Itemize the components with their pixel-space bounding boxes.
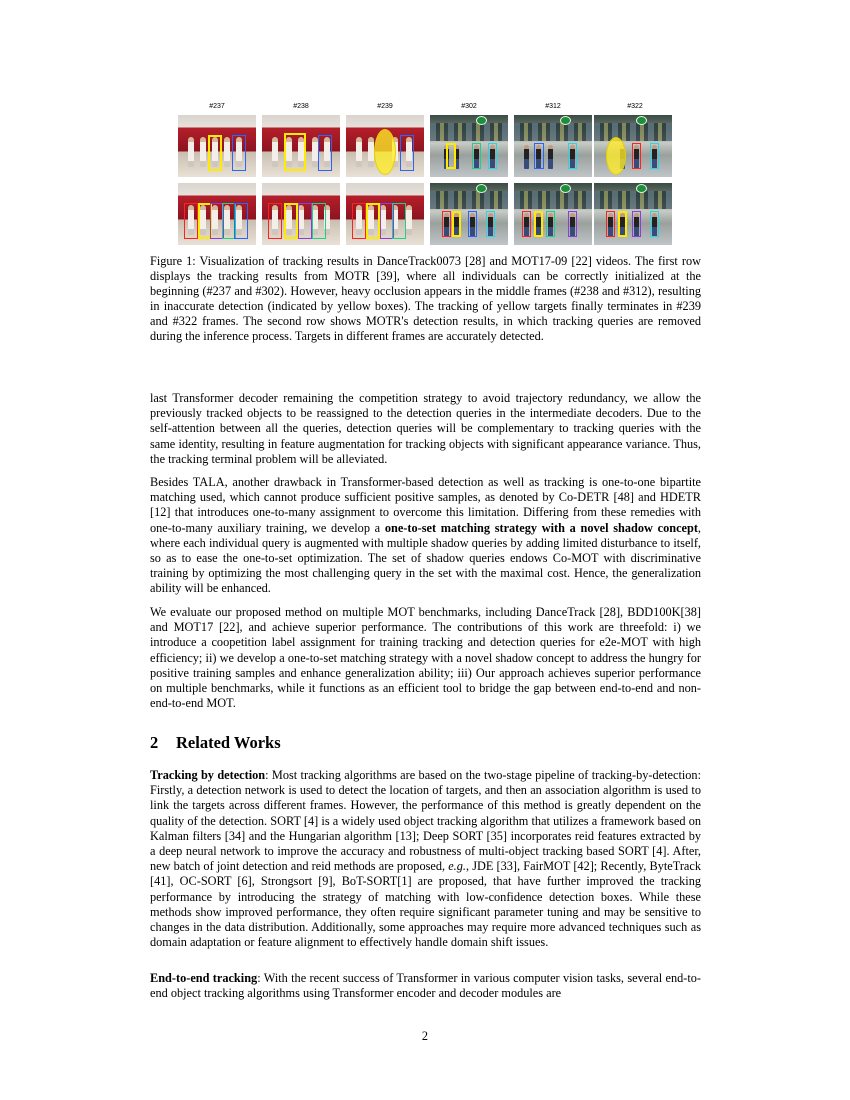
page-number: 2 (421, 1029, 429, 1043)
body-paragraph (150, 475, 701, 597)
frame-label: #237 (209, 103, 225, 110)
frame-label: #302 (461, 103, 477, 110)
figure-frame-image (262, 183, 340, 245)
paragraph-heading: Tracking by detection (150, 768, 266, 782)
figure-frame-image (178, 115, 256, 177)
figure-caption: Figure 1: Visualization of tracking results in DanceTrack0073 [28] and MOT17-09 [22] videos. The first row displays the tracking results from MOTR [39], where all individuals can be correctly initialized at the beginning (#237 and #302). However, heavy occlusion appears in the middle frames (#238 and #312), resulting in inaccurate detection (indicated by yellow boxes). The tracking of yellow targets finally terminates in #239 and #322 frames. The second row shows MOTR's detection results, in which tracking queries are removed during the inference process. Targets in different frames are accurately detected. (150, 254, 701, 343)
paragraph-text: : With the recent success of Transformer in various computer vision tasks, several end-to-end object tracking algorithms using Transformer encoder and decoder modules are (150, 971, 701, 1001)
body-paragraph: We evaluate our proposed method on multiple MOT benchmarks, including DanceTrack [28], BDD100K[38] and MOT17 [22], and achieve superior performance. The contributions of this work are threefold: i) we introduce a coopetition label assignment for training tracking and detection queries for e2e-MOT with high efficiency; ii) we develop a one-to-set matching strategy with a novel shadow concept to address the hungry for positive training samples and enhance generalization ability; iii) Our approach achieves superior performance on multiple benchmarks, while it functions as an efficient tool to bridge the gap between end-to-end and non-end-to-end MOT. (150, 605, 701, 711)
body-paragraph (150, 971, 701, 1001)
figure-frame-image (430, 115, 508, 177)
figure-frame-image (346, 115, 424, 177)
frame-label: #322 (627, 103, 643, 110)
frame-label: #312 (545, 103, 561, 110)
paragraph-text: Besides TALA, another drawback in Transformer-based detection as well as tracking is one-to-one bipartite matching used, which cannot produce sufficient positive samples, as denoted by Co-DETR [48] and HDETR [12] that introduces one-to-many assignment to overcome this limitation. Differing from these remedies with one-to-many auxiliary training, we develop a (150, 475, 701, 535)
section-number: 2 (150, 733, 159, 752)
paragraph-text: , JDE [33], FairMOT [42]; Recently, ByteTrack [41], OC-SORT [6], Strongsort [9], BoT-SORT[1] are proposed, that have further improved the tracking performance by introducing the strategy of matching with low-confidence detection boxes. While these methods show improved performance, they often require significant parameter tuning and may be sensitive to changes in the data distribution. Additionally, some approaches may require more advanced techniques such as domain adaptation or feature alignment to effectively handle domain shift issues. (150, 859, 701, 950)
frame-label: #238 (293, 103, 309, 110)
body-paragraph (150, 768, 701, 950)
paragraph-heading: End-to-end tracking (150, 971, 258, 985)
bold-phrase: one-to-set matching strategy with a novel shadow concept (384, 520, 698, 535)
figure-frame-image (178, 183, 256, 245)
figure-frame-image (430, 183, 508, 245)
figure-frame-image (346, 183, 424, 245)
figure-frame-image (594, 115, 672, 177)
paragraph-text: , where each individual query is augmented with multiple shadow queries by adding limited disturbance to itself, so as to ease the one-to-set optimization. The set of shadow queries endows Co-MOT with discriminative training by optimizing the most challenging query in the set with the maximal cost. Hence, the generalization ability will be enhanced. (150, 520, 701, 596)
figure-frame-image (262, 115, 340, 177)
figure-frame-image (594, 183, 672, 245)
paragraph-text: : Most tracking algorithms are based on the two-stage pipeline of tracking-by-detection: Firstly, a detection network is used to detect the location of targets, and then an association algorithm is used to link the targets across different frames. However, the performance of this method is greatly dependent on the quality of the detection. SORT [4] is a widely used object tracking algorithm that utilizes a framework based on Kalman filters [34] and the Hungarian algorithm [13]; Deep SORT [35] incorporates reid features extracted by a deep neural network to improve the accuracy and robustness of multi-object tracking based SORT [4]. After, new batch of joint detection and reid methods are proposed, (150, 768, 701, 874)
section-title: Related Works (176, 733, 281, 752)
figure-frame-image (514, 183, 592, 245)
italic-phrase: e.g. (448, 859, 466, 874)
body-paragraph: last Transformer decoder remaining the competition strategy to avoid trajectory redundancy, we allow the previously tracked objects to be reassigned to the detection queries in the intermediate decoders. Due to the self-attention between all the queries, detection queries will be complementary to tracking queries with the same identity, resulting in feature augmentation for tracking objects with significant appearance variance. Thus, the tracking terminal problem will be alleviated. (150, 391, 701, 466)
section-heading (150, 733, 281, 753)
figure-frame-labels (178, 103, 674, 115)
frame-label: #239 (377, 103, 393, 110)
figure-frame-image (514, 115, 592, 177)
